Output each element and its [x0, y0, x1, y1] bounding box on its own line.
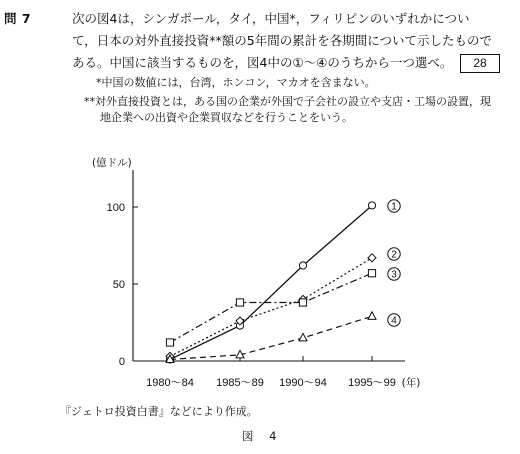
source-note: 『ジェトロ投資白書』などにより作成。 [60, 405, 258, 418]
series-line [170, 316, 372, 359]
y-tick-label: 100 [106, 202, 125, 214]
question-line-1: 次の図4は，シンガポール，タイ，中国*，フィリピンのいずれかについ [72, 11, 470, 26]
series-label-digit: 2 [391, 249, 397, 261]
x-tick-label: 1985～89 [216, 377, 264, 389]
data-point [299, 333, 307, 341]
y-unit-label: (億ドル) [92, 157, 132, 169]
footnote-china: *中国の数値には，台湾，ホンコン，マカオを含まない。 [96, 76, 376, 89]
data-point [236, 299, 243, 306]
data-point [368, 254, 376, 262]
data-point [368, 312, 376, 320]
data-point [368, 202, 375, 209]
y-tick-label: 50 [112, 279, 125, 291]
question-line-3-text: ある。中国に該当するものを，図4中の①～④のうちから一つ選べ。 [72, 55, 453, 70]
question-line-2: て，日本の対外直接投資**額の5年間の累計を各期間について示したもので [72, 33, 492, 48]
x-tick-label: 1995～99 [348, 377, 396, 389]
chart-series-labels [388, 200, 400, 327]
x-unit-label: (年) [401, 377, 421, 389]
data-point [299, 299, 306, 306]
x-tick-label: 1990～94 [279, 377, 327, 389]
series-line [170, 273, 372, 342]
question-number: 問 7 [4, 11, 32, 26]
footnote-fdi-line2: 地企業への出資や企業買収などを行うことをいう。 [100, 111, 353, 124]
figure-caption: 図 4 [242, 429, 283, 443]
series-label-digit: 4 [391, 315, 397, 327]
series-line [170, 205, 372, 359]
y-tick-label: 0 [118, 356, 125, 368]
data-point [368, 270, 375, 277]
footnote-fdi-line1: **対外直接投資とは，ある国の企業が外国で子会社の設立や支店・工場の設置，現 [84, 95, 491, 108]
x-tick-label: 1980～84 [146, 377, 194, 389]
data-point [166, 339, 173, 346]
series-label-digit: 3 [391, 269, 397, 281]
series-line [170, 258, 372, 357]
series-label-digit: 1 [391, 201, 397, 213]
data-point [299, 262, 306, 269]
answer-box[interactable]: 28 [460, 54, 499, 73]
chart-series [166, 202, 376, 363]
